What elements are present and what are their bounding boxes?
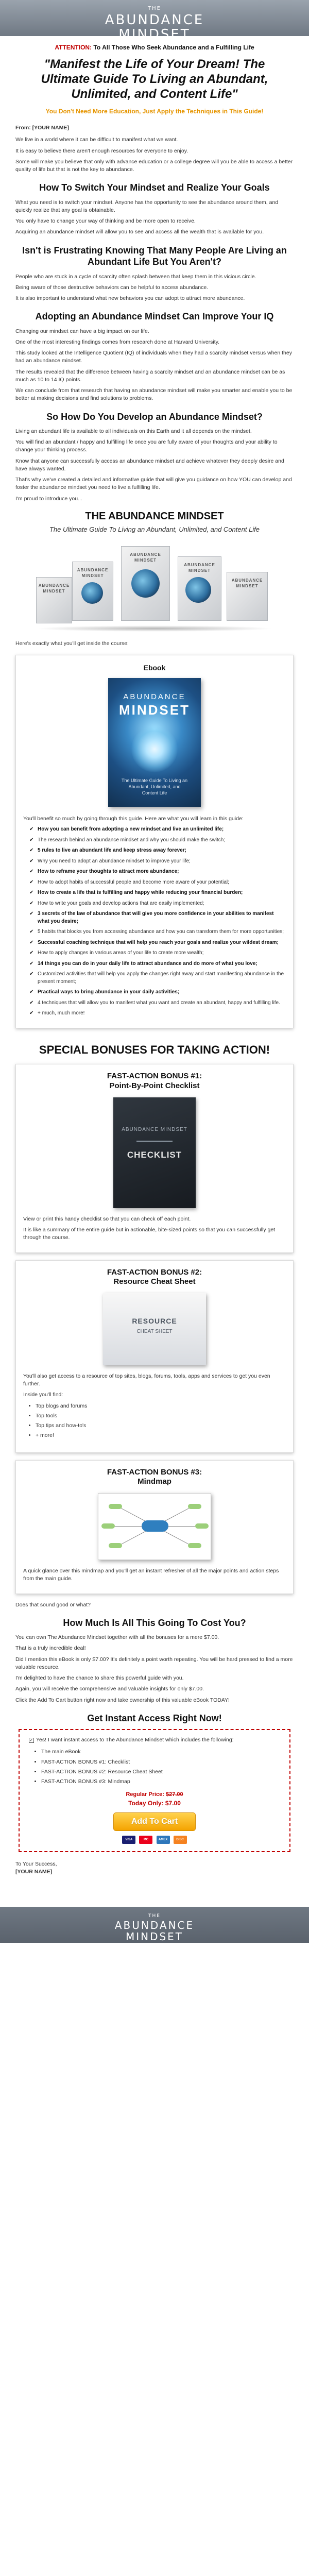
section-paragraph: Changing our mindset can have a big impact on our life. (15, 328, 149, 334)
intro-paragraph: It is easy to believe there aren't enough resources for everyone to enjoy. (15, 147, 188, 154)
header-banner (0, 0, 309, 43)
bundle-swirl-graphic (81, 582, 103, 604)
section-heading-develop: So How Do You Develop an Abundance Mindset? (46, 411, 263, 422)
pricing-paragraph: You can own The Abundance Mindset together with all the bonuses for a mere $7.00. (15, 1634, 219, 1641)
pricing-heading: How Much Is All This Going To Cost You? (63, 1617, 246, 1628)
intro-paragraph: Some will make you believe that only with advance education or a college degree will you be able to access a better quality of life but that is not the key to abundance. (15, 158, 293, 173)
list-item: • FAST-ACTION BONUS #3: Mindmap (41, 1778, 280, 1786)
bonus2-list (36, 1402, 286, 1440)
bundle-swirl-graphic (185, 577, 211, 603)
visa-card-icon: VISA (122, 1836, 135, 1844)
section-paragraph: One of the most interesting findings comes from research done at Harvard University. (15, 339, 220, 346)
bonus2-title: FAST-ACTION BONUS #2: Resource Cheat Sheet (107, 1267, 202, 1286)
footer-logo-line2: MINDSET (125, 1930, 184, 1943)
product-title: THE ABUNDANCE MINDSET (85, 510, 224, 522)
section-paragraph: You only have to change your way of thinking and be more open to receive. (15, 218, 196, 225)
product-bundle-image (15, 541, 294, 629)
header-logo-line1: ABUNDANCE (105, 12, 204, 28)
list-item: ✔ Why you need to adopt an abundance mindset to improve your life; (29, 858, 286, 866)
inside-text: Here's exactly what you'll get inside the course: (15, 640, 129, 647)
from-line: From: [YOUR NAME] (15, 125, 69, 131)
order-includes-list (41, 1748, 280, 1786)
footer-logo-small: THE (148, 1913, 161, 1919)
product-subtitle: The Ultimate Guide To Living an Abundant, Unlimited, and Content Life (49, 525, 260, 533)
header-logo-small: THE (148, 6, 161, 11)
bundle-box: ABUNDANCE MINDSET (36, 577, 72, 623)
bonus3-card (15, 1460, 294, 1594)
add-to-cart-button[interactable]: Add To Cart (113, 1812, 196, 1831)
list-item: ✔ How you can benefit from adopting a new mindset and live an unlimited life; (29, 826, 286, 834)
check-icon: ✔ (29, 858, 34, 864)
section-paragraph: That's why we've created a detailed and informative guide that will give you guidance on how YOU can develop and foster the abundance mindset you need to live a fulfilling life. (15, 477, 292, 491)
discover-card-icon: DISC (174, 1836, 187, 1844)
bundle-box: ABUNDANCE MINDSET (227, 572, 268, 621)
today-price: Today Only: $7.00 (128, 1800, 181, 1807)
main-headline: "Manifest the Life of Your Dream! The Ultimate Guide To Living an Abundant, Unlimited, and Content Life" (41, 57, 268, 101)
pricing-paragraph: Did I mention this eBook is only $7.00? It's definitely a point worth repeating. You will be hard pressed to find a more valuable resource. (15, 1656, 293, 1670)
brain-glow-graphic (131, 726, 178, 772)
list-item: • Top tools (36, 1412, 286, 1420)
list-item: ✔ 4 techniques that will allow you to manifest what you want and create an abundant, happy and fulfilling life. (29, 999, 286, 1007)
checklist-image: ABUNDANCE MINDSET CHECKLIST (113, 1097, 196, 1208)
bundle-box: ABUNDANCE MINDSET (178, 556, 221, 621)
bonus1-card (15, 1064, 294, 1252)
pricing-paragraph: That is a truly incredible deal! (15, 1645, 86, 1652)
bonus1-title: FAST-ACTION BONUS #1: Point-By-Point Checklist (107, 1072, 202, 1091)
signoff-name: [YOUR NAME] (15, 1868, 53, 1875)
section-paragraph: People who are stuck in a cycle of scarcity often splash between that keep them in this vicious circle. (15, 273, 256, 280)
bundle-swirl-graphic (131, 569, 160, 598)
list-item: • Top blogs and forums (36, 1402, 286, 1410)
check-icon: ✔ (29, 900, 34, 906)
list-item: ✔ + much, much more! (29, 1010, 286, 1018)
section-heading-frustrating: Isn't is Frustrating Knowing That Many People Are Living an Abundant Life But You Aren't? (22, 245, 287, 267)
bonus1-paragraph: It is like a summary of the entire guide but in actionable, bite-sized points so that you can successfully get through the course. (23, 1227, 276, 1241)
subheadline: You Don't Need More Education, Just Apply the Techniques in This Guide! (45, 107, 264, 115)
ebook-cover-subtitle: The Ultimate Guide To Living an Abundant, Unlimited, and Content Life (122, 777, 187, 795)
list-item: ✔ Successful coaching technique that will help you reach your goals and realize your wildest dream; (29, 939, 286, 947)
bonus3-paragraph: A quick glance over this mindmap and you'll get an instant refresher of all the major points and action steps from the main guide. (23, 1568, 279, 1582)
pricing-paragraph: Click the Add To Cart button right now and take ownership of this valuable eBook TODAY! (15, 1697, 230, 1703)
ebook-cover-image (108, 678, 201, 807)
check-icon: ✔ (29, 869, 34, 875)
pricing-paragraph: Again, you will receive the comprehensive and valuable insights for only $7.00. (15, 1686, 204, 1692)
check-icon: ✔ (29, 890, 34, 896)
check-icon: ✔ (29, 911, 34, 917)
list-item: • FAST-ACTION BONUS #1: Checklist (41, 1758, 280, 1766)
pricing-paragraph: I'm delighted to have the chance to share this powerful guide with you. (15, 1675, 184, 1682)
regular-price: Regular Price: $27.00 (126, 1791, 183, 1798)
order-heading: Get Instant Access Right Now! (87, 1713, 222, 1723)
footer-logo-line1: ABUNDANCE (114, 1919, 195, 1932)
check-icon: ✔ (29, 929, 34, 935)
list-item: ✔ 5 habits that blocks you from accessing abundance and how you can transform them for more opportunities; (29, 928, 286, 936)
bundle-box: ABUNDANCE MINDSET (72, 562, 113, 621)
section-heading-iq: Adopting an Abundance Mindset Can Improve Your IQ (35, 311, 274, 322)
amex-card-icon: AMEX (157, 1836, 170, 1844)
section-paragraph: Being aware of those destructive behaviors can be helpful to access abundance. (15, 284, 209, 291)
list-item: ✔ Practical ways to bring abundance in your daily activities; (29, 989, 286, 996)
bonuses-heading: SPECIAL BONUSES FOR TAKING ACTION! (39, 1043, 270, 1056)
check-icon: ✔ (29, 939, 34, 945)
ebook-benefits-list (29, 826, 286, 1018)
bonus1-paragraph: View or print this handy checklist so that you can check off each point. (23, 1215, 191, 1222)
pricing-lead: Does that sound good or what? (15, 1601, 91, 1608)
attention-label: ATTENTION: (55, 44, 92, 51)
intro-paragraph: We live in a world where it can be difficult to manifest what we want. (15, 137, 178, 143)
header-logo-line2: MINDSET (118, 27, 191, 43)
check-icon: ✔ (29, 1010, 34, 1016)
footer-banner (0, 1907, 309, 1943)
ebook-card-title: Ebook (143, 663, 166, 672)
section-heading-switch-mindset: How To Switch Your Mindset and Realize Your Goals (39, 182, 270, 193)
list-item: ✔ How to reframe your thoughts to attract more abundance; (29, 868, 286, 876)
list-item: • + more! (36, 1432, 286, 1439)
list-item: ✔ How to apply changes in various areas of your life to create more wealth; (29, 950, 286, 957)
section-paragraph: This study looked at the Intelligence Quotient (IQ) of individuals when they had a scarcity mindset versus when they had an abundance mindset. (15, 350, 292, 364)
bundle-box: ABUNDANCE MINDSET (121, 546, 170, 621)
bundle-shadow (36, 625, 273, 632)
attention-text: To All Those Who Seek Abundance and a Fulfilling Life (92, 44, 254, 51)
list-item: • The main eBook (41, 1748, 280, 1756)
bonus3-title: FAST-ACTION BONUS #3: Mindmap (107, 1467, 202, 1486)
check-icon: ✔ (29, 879, 34, 885)
check-icon: ✔ (29, 837, 34, 843)
check-icon: ✔ (29, 950, 34, 956)
bonus2-paragraph: You'll also get access to a resource of top sites, blogs, forums, tools, apps and services to get you even further. (23, 1373, 270, 1387)
agree-checkbox[interactable]: ✓ (29, 1738, 33, 1743)
mastercard-icon: MC (139, 1836, 152, 1844)
page-content (15, 43, 294, 1876)
section-paragraph: Know that anyone can successfully access an abundance mindset and achieve whatever they deeply desire and have always wanted. (15, 457, 284, 472)
section-paragraph: Acquiring an abundance mindset will allow you to see and access all the wealth that is available for you. (15, 229, 264, 235)
ebook-lead: You'll benefit so much by going through this guide. Here are what you will learn in this guide: (23, 816, 244, 822)
attention-line (15, 43, 294, 52)
check-icon: ✔ (29, 971, 34, 977)
order-box (19, 1729, 290, 1852)
signoff-line: To Your Success, (15, 1860, 57, 1867)
section-paragraph: The results revealed that the difference between having a scarcity mindset and an abundance mindset can be as much as 10 to 14 IQ points. (15, 368, 285, 383)
check-icon: ✔ (29, 826, 34, 833)
list-item: ✔ Customized activities that will help you apply the changes right away and start manifesting abundance in the present moment; (29, 971, 284, 985)
signoff (15, 1860, 294, 1876)
ebook-cover-line2: MINDSET (119, 702, 190, 718)
section-paragraph: Living an abundant life is available to all individuals on this Earth and it all depends on the mindset. (15, 428, 252, 435)
list-item: ✔ 14 things you can do in your daily life to attract abundance and do more of what you love; (29, 960, 286, 968)
section-paragraph: You will find an abundant / happy and fulfilling life once you are fully aware of your thoughts and your ability to change your thinking process. (15, 439, 278, 453)
check-icon: ✔ (29, 999, 34, 1006)
list-item: • FAST-ACTION BONUS #2: Resource Cheat Sheet (41, 1768, 280, 1776)
list-item: • Top tips and how-to's (36, 1422, 286, 1430)
order-agree-row (29, 1736, 280, 1744)
list-item: ✔ The research behind an abundance mindset and why you should make the switch; (29, 837, 286, 844)
cheat-sheet-image: RESOURCE CHEAT SHEET (103, 1293, 206, 1365)
order-agree-text: Yes! I want instant access to The Abundance Mindset which includes the following: (36, 1737, 234, 1743)
ebook-card (15, 655, 294, 1028)
list-item: ✔ How to adopt habits of successful people and become more aware of your potential; (29, 879, 286, 887)
list-item: ✔ 5 rules to live an abundant life and keep stress away forever; (29, 847, 286, 855)
check-icon: ✔ (29, 960, 34, 967)
section-paragraph: What you need is to switch your mindset. Anyone has the opportunity to see the abundance around them, and quickly realize that any goal is obtainable. (15, 199, 279, 213)
bonus2-card (15, 1260, 294, 1453)
payment-cards (29, 1835, 280, 1844)
check-icon: ✔ (29, 989, 34, 995)
bonus2-paragraph: Inside you'll find: (23, 1392, 63, 1398)
ebook-cover-line1: ABUNDANCE (123, 692, 186, 702)
list-item: ✔ How to create a life that is fulfilling and happy while reducing your financial burden; (29, 889, 286, 897)
section-paragraph: We can conclude from that research that having an abundance mindset will make you smarter and enable you to be better at making decisions and find solutions to problems. (15, 387, 293, 402)
list-item: ✔ How to write your goals and develop actions that are easily implemented; (29, 900, 286, 908)
section-paragraph: I'm proud to introduce you... (15, 495, 82, 502)
mindmap-image (98, 1493, 211, 1560)
section-paragraph: It is also important to understand what new behaviors you can adopt to attract more abundance. (15, 295, 245, 302)
list-item: ✔ 3 secrets of the law of abundance that will give you more confidence in your abilities to manifest what you desire; (29, 911, 274, 924)
check-icon: ✔ (29, 848, 34, 854)
